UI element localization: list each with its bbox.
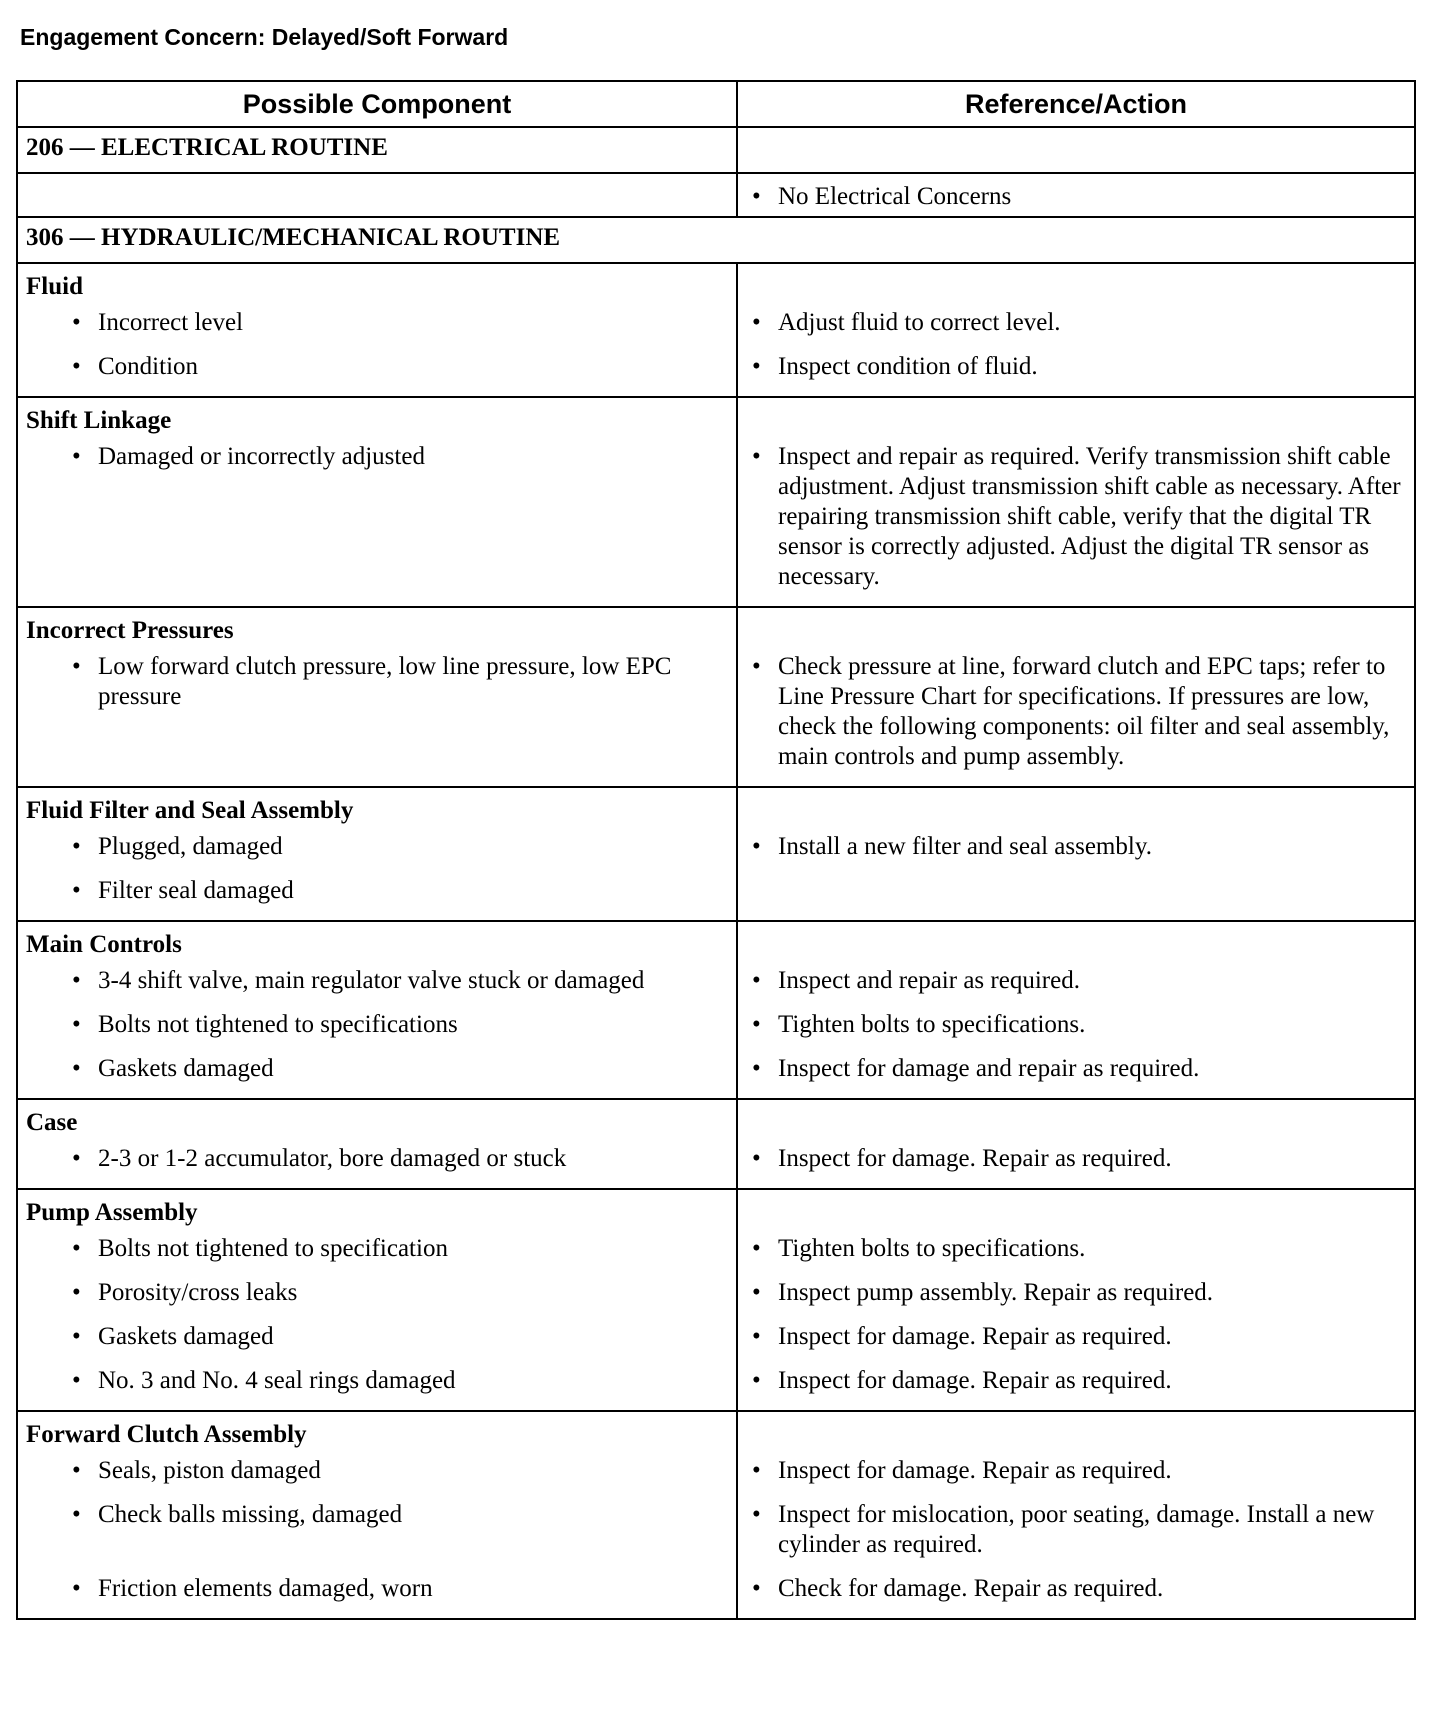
- component-item: • Plugged, damaged: [18, 832, 736, 862]
- component-item: • Condition: [18, 352, 736, 382]
- group-row: [17, 607, 1415, 787]
- group-row: [17, 921, 1415, 1099]
- component-item: • Gaskets damaged: [18, 1054, 736, 1084]
- action-item: • Inspect for damage. Repair as required.: [738, 1144, 1414, 1174]
- component-item: • Filter seal damaged: [18, 876, 736, 906]
- electrical-routine-row: [17, 127, 1415, 173]
- action-cell: [737, 1411, 1415, 1619]
- action-item: • Inspect for mislocation, poor seating, damage. Install a new cylinder as required.: [738, 1500, 1414, 1560]
- component-item: • 2-3 or 1-2 accumulator, bore damaged or stuck: [18, 1144, 736, 1174]
- action-cell: [737, 1099, 1415, 1189]
- component-item: • Bolts not tightened to specification: [18, 1234, 736, 1264]
- component-group-heading: Fluid Filter and Seal Assembly: [26, 797, 354, 824]
- electrical-action: • No Electrical Concerns: [738, 182, 1414, 212]
- action-item: • Inspect and repair as required. Verify transmission shift cable adjustment. Adjust transmission shift cable as necessary. After repairing transmission shift cable, verify that the digital TR sensor is correctly adjusted. Adjust the digital TR sensor as necessary.: [738, 442, 1414, 592]
- component-group-heading: Incorrect Pressures: [26, 617, 234, 644]
- component-item: • Damaged or incorrectly adjusted: [18, 442, 736, 592]
- component-item: • No. 3 and No. 4 seal rings damaged: [18, 1366, 736, 1396]
- column-header-action: Reference/Action: [737, 81, 1415, 127]
- hydraulic-routine-row: [17, 217, 1415, 263]
- component-cell: [17, 1099, 737, 1189]
- diagnosis-table: [16, 80, 1416, 1620]
- component-item: • Incorrect level: [18, 308, 736, 338]
- action-item: • Install a new filter and seal assembly.: [738, 832, 1414, 862]
- component-item: • Bolts not tightened to specifications: [18, 1010, 736, 1040]
- group-row: [17, 1411, 1415, 1619]
- action-item: • Inspect pump assembly. Repair as required.: [738, 1278, 1414, 1308]
- component-group-heading: Forward Clutch Assembly: [26, 1421, 307, 1448]
- group-row: [17, 1099, 1415, 1189]
- column-header-component: Possible Component: [17, 81, 737, 127]
- empty-cell: [17, 173, 737, 217]
- action-empty: [738, 876, 1414, 906]
- component-cell: [17, 921, 737, 1099]
- page-title: Engagement Concern: Delayed/Soft Forward: [20, 24, 509, 50]
- action-cell: [737, 921, 1415, 1099]
- action-cell: [737, 787, 1415, 921]
- group-row: [17, 1189, 1415, 1411]
- component-item: • 3-4 shift valve, main regulator valve stuck or damaged: [18, 966, 736, 996]
- group-row: [17, 787, 1415, 921]
- component-item: • Seals, piston damaged: [18, 1456, 736, 1486]
- action-cell: [737, 397, 1415, 607]
- action-item: • Inspect for damage. Repair as required.: [738, 1322, 1414, 1352]
- component-cell: [17, 1189, 737, 1411]
- group-row: [17, 397, 1415, 607]
- action-item: • Tighten bolts to specifications.: [738, 1010, 1414, 1040]
- component-cell: [17, 1411, 737, 1619]
- action-item: • Inspect condition of fluid.: [738, 352, 1414, 382]
- component-cell: [17, 397, 737, 607]
- action-item: • Inspect for damage and repair as required.: [738, 1054, 1414, 1084]
- component-group-heading: Shift Linkage: [26, 407, 172, 434]
- component-group-heading: Main Controls: [26, 931, 182, 958]
- component-group-heading: Pump Assembly: [26, 1199, 198, 1226]
- component-item: • Check balls missing, damaged: [18, 1500, 736, 1560]
- component-item: • Gaskets damaged: [18, 1322, 736, 1352]
- component-item: • Porosity/cross leaks: [18, 1278, 736, 1308]
- action-item: • Check pressure at line, forward clutch and EPC taps; refer to Line Pressure Chart for specifications. If pressures are low, check the following components: oil filter and seal assembly, main controls and pump assembly.: [738, 652, 1414, 772]
- action-cell: [737, 263, 1415, 397]
- component-group-heading: Fluid: [26, 273, 83, 300]
- action-item: • Inspect and repair as required.: [738, 966, 1414, 996]
- electrical-action-cell: [737, 173, 1415, 217]
- component-cell: [17, 607, 737, 787]
- action-item: • Inspect for damage. Repair as required.: [738, 1366, 1414, 1396]
- electrical-routine-label: 206 — ELECTRICAL ROUTINE: [17, 127, 737, 173]
- electrical-action-row: [17, 173, 1415, 217]
- group-row: [17, 263, 1415, 397]
- action-item: • Check for damage. Repair as required.: [738, 1574, 1414, 1604]
- action-cell: [737, 1189, 1415, 1411]
- component-group-heading: Case: [26, 1109, 78, 1136]
- component-item: • Friction elements damaged, worn: [18, 1574, 736, 1604]
- action-item: • Tighten bolts to specifications.: [738, 1234, 1414, 1264]
- action-item: • Inspect for damage. Repair as required.: [738, 1456, 1414, 1486]
- component-cell: [17, 263, 737, 397]
- hydraulic-routine-label: 306 — HYDRAULIC/MECHANICAL ROUTINE: [17, 217, 1415, 263]
- component-item: • Low forward clutch pressure, low line pressure, low EPC pressure: [18, 652, 736, 772]
- action-cell: [737, 607, 1415, 787]
- empty-cell: [737, 127, 1415, 173]
- table-header-row: [17, 81, 1415, 127]
- component-cell: [17, 787, 737, 921]
- action-item: • Adjust fluid to correct level.: [738, 308, 1414, 338]
